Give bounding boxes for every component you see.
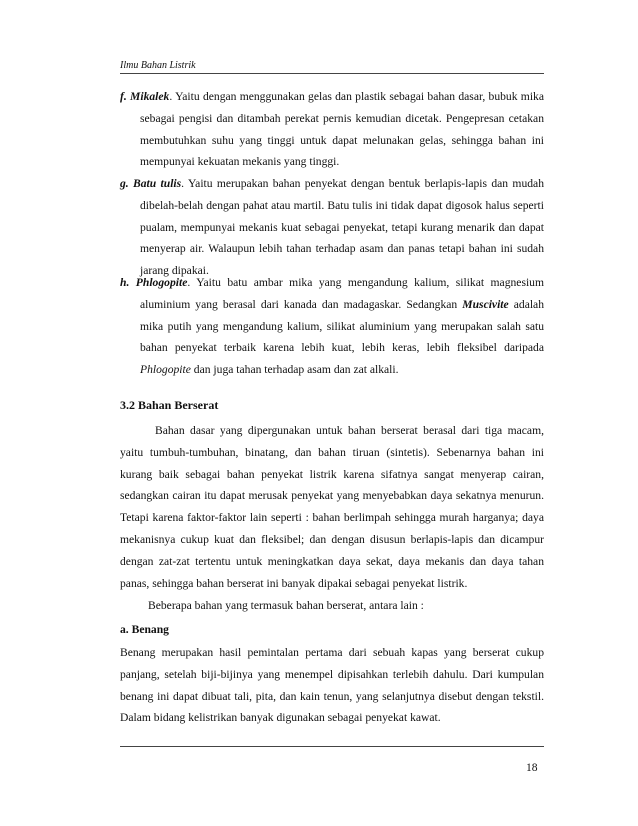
item-label: g. Batu tulis — [120, 177, 182, 190]
item-text: . Yaitu dengan menggunakan gelas dan plastik sebagai bahan dasar, bubuk mika sebagai pengisi dan ditambah perekat pernis kemudian dicetak. Pengepresan cetakan membutuhkan suhu yang tinggi untuk dapat melunakan gelas, sehingga bahan ini mempunyai kekuatan mekanis yang tinggi. — [140, 90, 544, 169]
item-text: adalah mika putih yang mengandung kalium, silikat aluminium yang merupakan salah satu bahan penyekat terbaik karena lebih kuat, lebih keras, lebih fleksibel daripada — [140, 297, 544, 355]
body-paragraph: Beberapa bahan yang termasuk bahan berserat, antara lain : — [148, 599, 424, 612]
item-text: . Yaitu merupakan bahan penyekat dengan bentuk berlapis-lapis dan mudah dibelah-belah dengan pahat atau martil. Batu tulis ini tidak dapat digosok halus seperti pualam, mempunyai mekanis kuat sebagai penyekat, tetapi kurang menarik dan dapat menyerap air. Walaupun lebih tahan terhadap asam dan panas tetapi bahan ini sudah jarang dipakai. — [140, 177, 544, 278]
item-label: f. Mikalek — [120, 90, 170, 103]
running-header: Ilmu Bahan Listrik — [120, 60, 196, 71]
body-paragraph: Benang merupakan hasil pemintalan pertama dari sebuah kapas yang berserat cukup panjang, setelah biji-bijinya yang menempel dipisahkan terlebih dahulu. Dari kumpulan benang ini dapat dibuat tali, pita, dan kain tenun, yang selanjutnya disebut dengan tekstil. Dalam bidang kelistrikan banyak digunakan sebagai penyekat kawat. — [120, 646, 544, 725]
item-text: . Yaitu batu ambar mika yang mengandung kalium, silikat magnesium aluminium yang berasal dari kanada dan madagaskar. Sedangkan — [140, 276, 544, 311]
section-heading: 3.2 Bahan Berserat — [120, 398, 219, 412]
page-number: 18 — [526, 761, 538, 774]
footer-rule — [120, 746, 544, 747]
list-item-mikalek — [120, 86, 544, 173]
item-label: h. Phlogopite — [120, 276, 188, 289]
list-item-batu-tulis — [120, 173, 544, 282]
term-phlogopite: Phlogopite — [140, 363, 191, 377]
header-rule — [120, 73, 544, 74]
term-muscivite: Muscivite — [462, 297, 509, 311]
body-paragraph: Bahan dasar yang dipergunakan untuk bahan berserat berasal dari tiga macam, yaitu tumbuh-tumbuhan, binatang, dan bahan tiruan (sintetis). Sebenarnya bahan ini kurang baik sebagai bahan penyekat listrik karena sifatnya sangat menyerap cairan, sedangkan cairan itu dapat merusak penyekat yang menyebabkan daya sekatnya menurun. Tetapi karena faktor-faktor lain seperti : bahan berlimpah sehingga murah harganya; daya mekanisnya cukup kuat dan fleksibel; dan dengan disusun berlapis-lapis dan dicampur dengan zat-zat tertentu untuk meningkatkan daya sekat, daya mekanis dan daya tahan panas, sehingga bahan berserat ini banyak dipakai sebagai penyekat listrik. — [120, 424, 544, 590]
item-text: dan juga tahan terhadap asam dan zat alkali. — [190, 363, 399, 377]
list-item-phlogopite — [120, 272, 544, 381]
subsection-heading: a. Benang — [120, 623, 169, 636]
